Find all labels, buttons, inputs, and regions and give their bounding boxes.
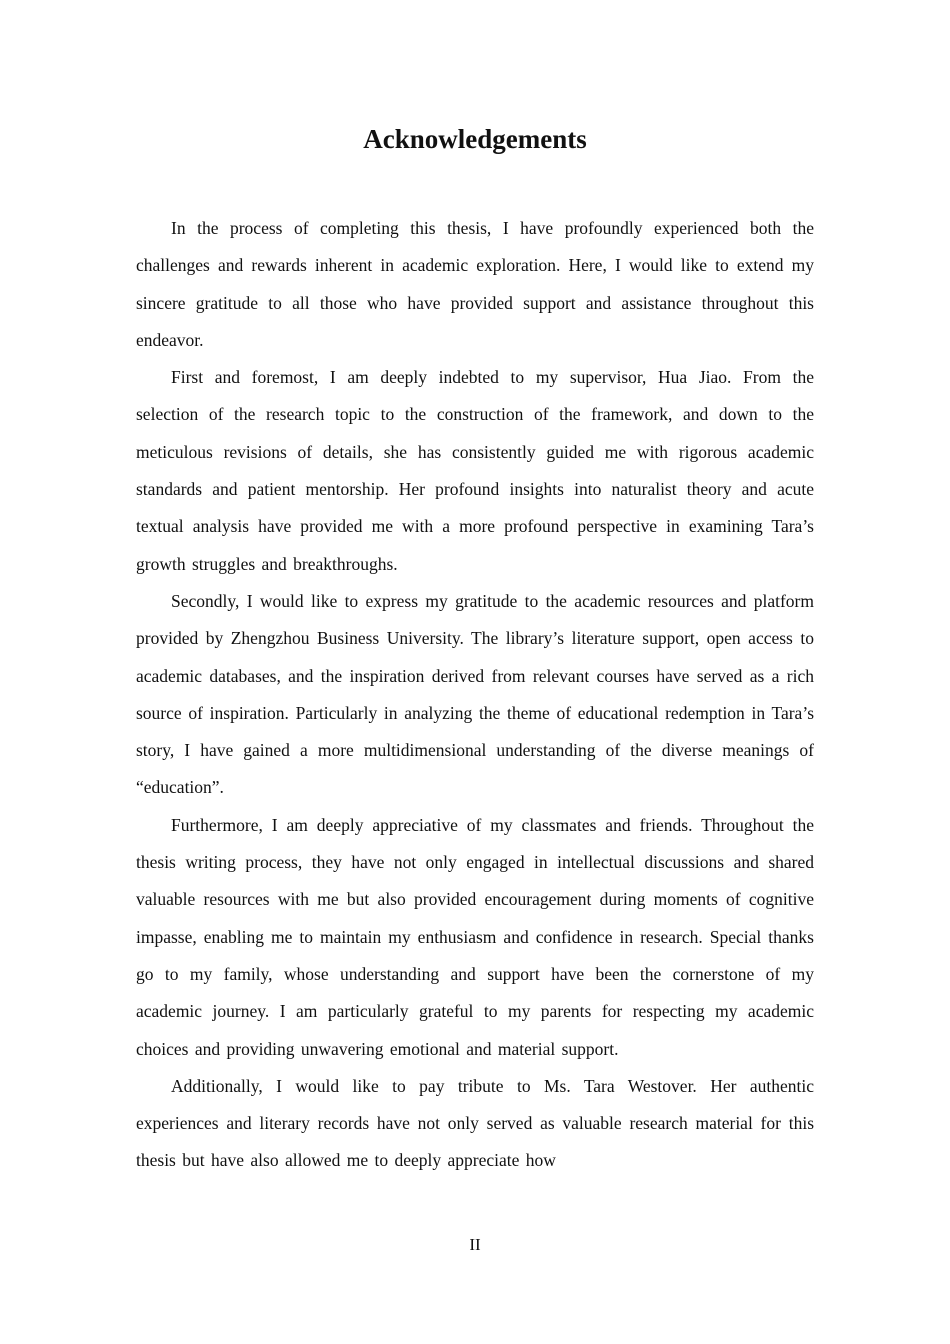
paragraph-4: Furthermore, I am deeply appreciative of my classmates and friends. Throughout the thesis writing process, they have not only engaged in intellectual discussions and shared valuable resources with me but also provided encouragement during moments of cognitive impasse, enabling me to maintain my enthusiasm and confidence in research. Special thanks go to my family, whose understanding and support have been the cornerstone of my academic journey. I am particularly grateful to my parents for respecting my academic choices and providing unwavering emotional and material support. xyxy=(136,814,814,1059)
paragraph-3: Secondly, I would like to express my gratitude to the academic resources and platform provided by Zhengzhou Business University. The library’s literature support, open access to academic databases, and the inspiration derived from relevant courses have served as a rich source of inspiration. Particularly in analyzing the theme of educational redemption in Tara’s story, I have gained a more multidimensional understanding of the diverse meanings of “education”. xyxy=(136,590,814,798)
paragraph-2: First and foremost, I am deeply indebted to my supervisor, Hua Jiao. From the selection of the research topic to the construction of the framework, and down to the meticulous revisions of details, she has consistently guided me with rigorous academic standards and patient mentorship. Her profound insights into naturalist theory and acute textual analysis have provided me with a more profound perspective in examining Tara’s growth struggles and breakthroughs. xyxy=(136,367,814,574)
acknowledgements-body xyxy=(136,210,814,1180)
paragraph-1: In the process of completing this thesis, I have profoundly experienced both the challenges and rewards inherent in academic exploration. Here, I would like to extend my sincere gratitude to all those who have provided support and assistance throughout this endeavor. xyxy=(136,218,814,350)
paragraph-5: Additionally, I would like to pay tribute to Ms. Tara Westover. Her authentic experiences and literary records have not only served as valuable research material for this thesis but have also allowed me to deeply appreciate how xyxy=(136,1075,814,1171)
page-number: II xyxy=(469,1235,481,1254)
page-title: Acknowledgements xyxy=(363,124,587,154)
